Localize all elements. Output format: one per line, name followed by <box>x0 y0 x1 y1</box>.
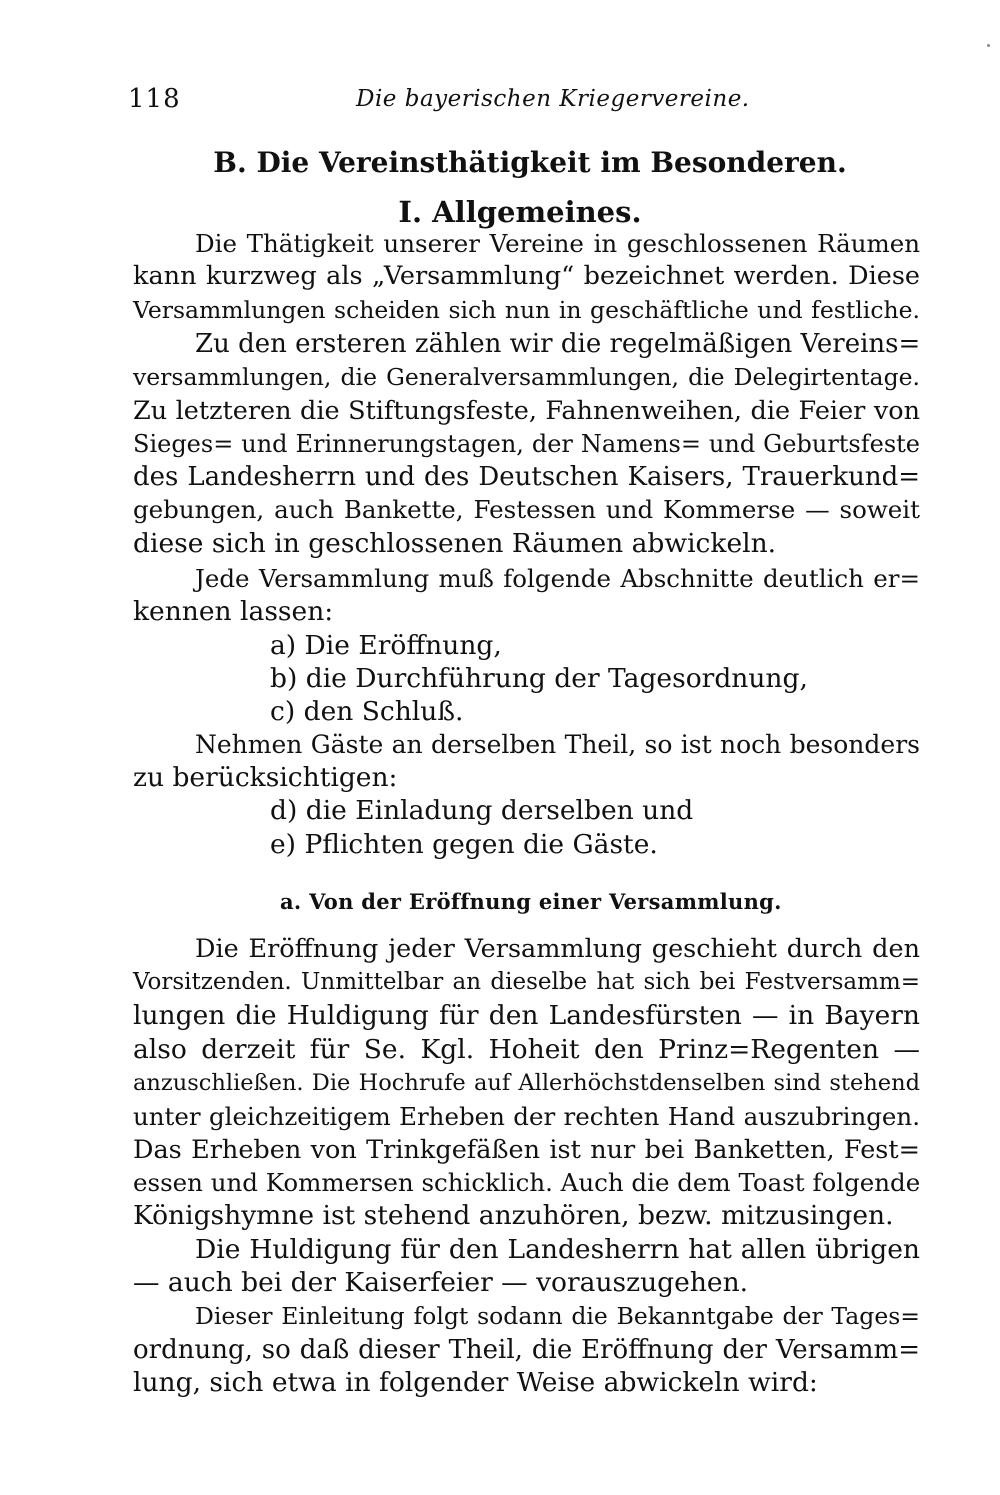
text-line: essen und Kommersen schicklich. Auch die dem Toast folgende <box>133 1168 921 1197</box>
text-line: Königshymne ist stehend anzuhören, bezw. mitzusingen. <box>133 1200 894 1231</box>
text-line: Die Eröffnung jeder Versammlung geschieht durch den <box>195 934 920 964</box>
text-line: Vorsitzenden. Unmittelbar an dieselbe hat sich bei Festversamm= <box>133 969 920 995</box>
text-line: Zu letzteren die Stiftungsfeste, Fahnenweihen, die Feier von <box>133 396 920 426</box>
text-line: Zu den ersteren zählen wir die regelmäßigen Vereins= <box>195 329 921 359</box>
text-line: Das Erheben von Trinkgefäßen ist nur bei Banketten, Fest= <box>133 1135 920 1165</box>
list-item: d) die Einladung derselben und <box>270 795 694 826</box>
text-line: kann kurzweg als „Versammlung“ bezeichnet werden. Diese <box>133 261 920 291</box>
page-number: 118 <box>128 84 181 114</box>
text-line: Die Huldigung für den Landesherrn hat allen übrigen <box>195 1234 920 1265</box>
text-line: ordnung, so daß dieser Theil, die Eröffnung der Versamm= <box>133 1335 920 1365</box>
text-line: Nehmen Gäste an derselben Theil, so ist noch besonders <box>195 730 920 759</box>
text-line: Sieges= und Erinnerungstagen, der Namens= und Geburtsfeste <box>133 430 920 458</box>
text-line: kennen lassen: <box>133 596 334 627</box>
text-line: Die Thätigkeit unserer Vereine in geschlossenen Räumen <box>195 229 920 258</box>
text-line: — auch bei der Kaiserfeier — vorauszugehen. <box>133 1267 749 1298</box>
list-item: e) Pflichten gegen die Gäste. <box>270 829 658 860</box>
text-line: gebungen, auch Bankette, Festessen und Kommerse — soweit <box>133 495 920 524</box>
text-line: Jede Versammlung muß folgende Abschnitte deutlich er= <box>195 564 920 593</box>
text-line: also derzeit für Se. Kgl. Hoheit den Prinz=Regenten — <box>133 1034 920 1065</box>
list-item: b) die Durchführung der Tagesordnung, <box>270 663 808 694</box>
running-title: Die bayerischen Kriegervereine. <box>356 86 750 112</box>
page-header <box>128 84 918 124</box>
text-line: anzuschließen. Die Hochrufe auf Allerhöchstdenselben sind stehend <box>133 1070 920 1096</box>
text-line: versammlungen, die Generalversammlungen, die Delegirtentage. <box>133 363 920 391</box>
text-line: diese sich in geschlossenen Räumen abwickeln. <box>133 528 777 559</box>
text-line: lungen die Huldigung für den Landesfürsten — in Bayern <box>133 1000 920 1031</box>
list-item: a) Die Eröffnung, <box>270 630 502 661</box>
scan-speck <box>987 44 990 47</box>
text-line: lung, sich etwa in folgender Weise abwickeln wird: <box>133 1367 818 1398</box>
text-line: unter gleichzeitigem Erheben der rechten Hand auszubringen. <box>133 1102 920 1131</box>
subsection-title: I. Allgemeines. <box>398 195 642 229</box>
sub-heading: a. Von der Eröffnung einer Versammlung. <box>280 889 782 914</box>
text-line: Versammlungen scheiden sich nun in geschäftliche und festliche. <box>133 296 920 324</box>
list-item: c) den Schluß. <box>270 696 464 727</box>
text-line: zu berücksichtigen: <box>133 762 398 793</box>
text-line: des Landesherrn und des Deutschen Kaisers, Trauerkund= <box>133 462 920 492</box>
section-title: B. Die Vereinsthätigkeit im Besonderen. <box>213 146 847 179</box>
text-line: Dieser Einleitung folgt sodann die Bekanntgabe der Tages= <box>195 1302 920 1330</box>
